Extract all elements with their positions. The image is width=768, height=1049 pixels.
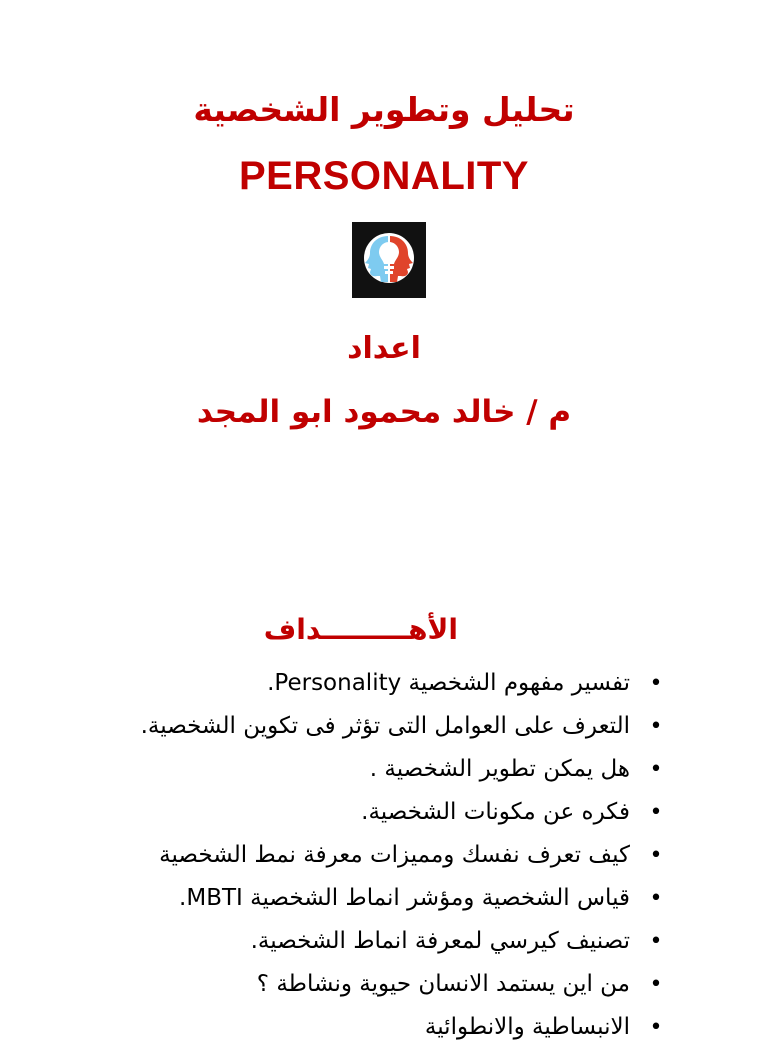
page-title-english: PERSONALITY bbox=[239, 154, 529, 198]
list-item bbox=[26, 963, 666, 1006]
bullet-icon: • bbox=[649, 972, 663, 997]
list-item bbox=[26, 748, 666, 791]
list-item bbox=[26, 920, 666, 963]
bullet-icon: • bbox=[649, 929, 663, 954]
goal-text: تصنيف كيرسي لمعرفة انماط الشخصية. bbox=[250, 928, 630, 954]
goal-text: الانبساطية والانطوائية bbox=[424, 1014, 630, 1040]
bullet-icon: • bbox=[649, 886, 663, 911]
goals-list bbox=[26, 662, 666, 1049]
list-item bbox=[26, 877, 666, 920]
bullet-icon: • bbox=[649, 800, 663, 825]
bullet-icon: • bbox=[649, 843, 663, 868]
list-item bbox=[26, 834, 666, 877]
goal-text: التعرف على العوامل التى تؤثر فى تكوين الشخصية. bbox=[140, 713, 630, 739]
bullet-icon: • bbox=[649, 671, 663, 696]
goals-heading: الأهـــــــــداف bbox=[263, 613, 458, 646]
page-title-arabic: تحليل وتطوير الشخصية bbox=[193, 90, 575, 129]
goal-text: فكره عن مكونات الشخصية. bbox=[361, 799, 630, 825]
list-item bbox=[26, 705, 666, 748]
list-item bbox=[26, 662, 666, 705]
prepared-by-label: اعداد bbox=[347, 331, 421, 366]
goal-text: قياس الشخصية ومؤشر انماط الشخصية MBTI. bbox=[179, 885, 630, 911]
goal-text: من اين يستمد الانسان حيوية ونشاطة ؟ bbox=[256, 971, 630, 997]
bullet-icon: • bbox=[649, 1015, 663, 1040]
goal-text: تفسير مفهوم الشخصية Personality. bbox=[267, 670, 630, 696]
goal-text: هل يمكن تطوير الشخصية . bbox=[369, 756, 630, 782]
list-item bbox=[26, 1006, 666, 1049]
list-item bbox=[26, 791, 666, 834]
two-faces-lightbulb-icon bbox=[352, 222, 426, 298]
personality-logo bbox=[352, 222, 426, 298]
bullet-icon: • bbox=[649, 714, 663, 739]
bullet-icon: • bbox=[649, 757, 663, 782]
goal-text: كيف تعرف نفسك ومميزات معرفة نمط الشخصية bbox=[159, 842, 630, 868]
author-name: م / خالد محمود ابو المجد bbox=[196, 394, 572, 430]
